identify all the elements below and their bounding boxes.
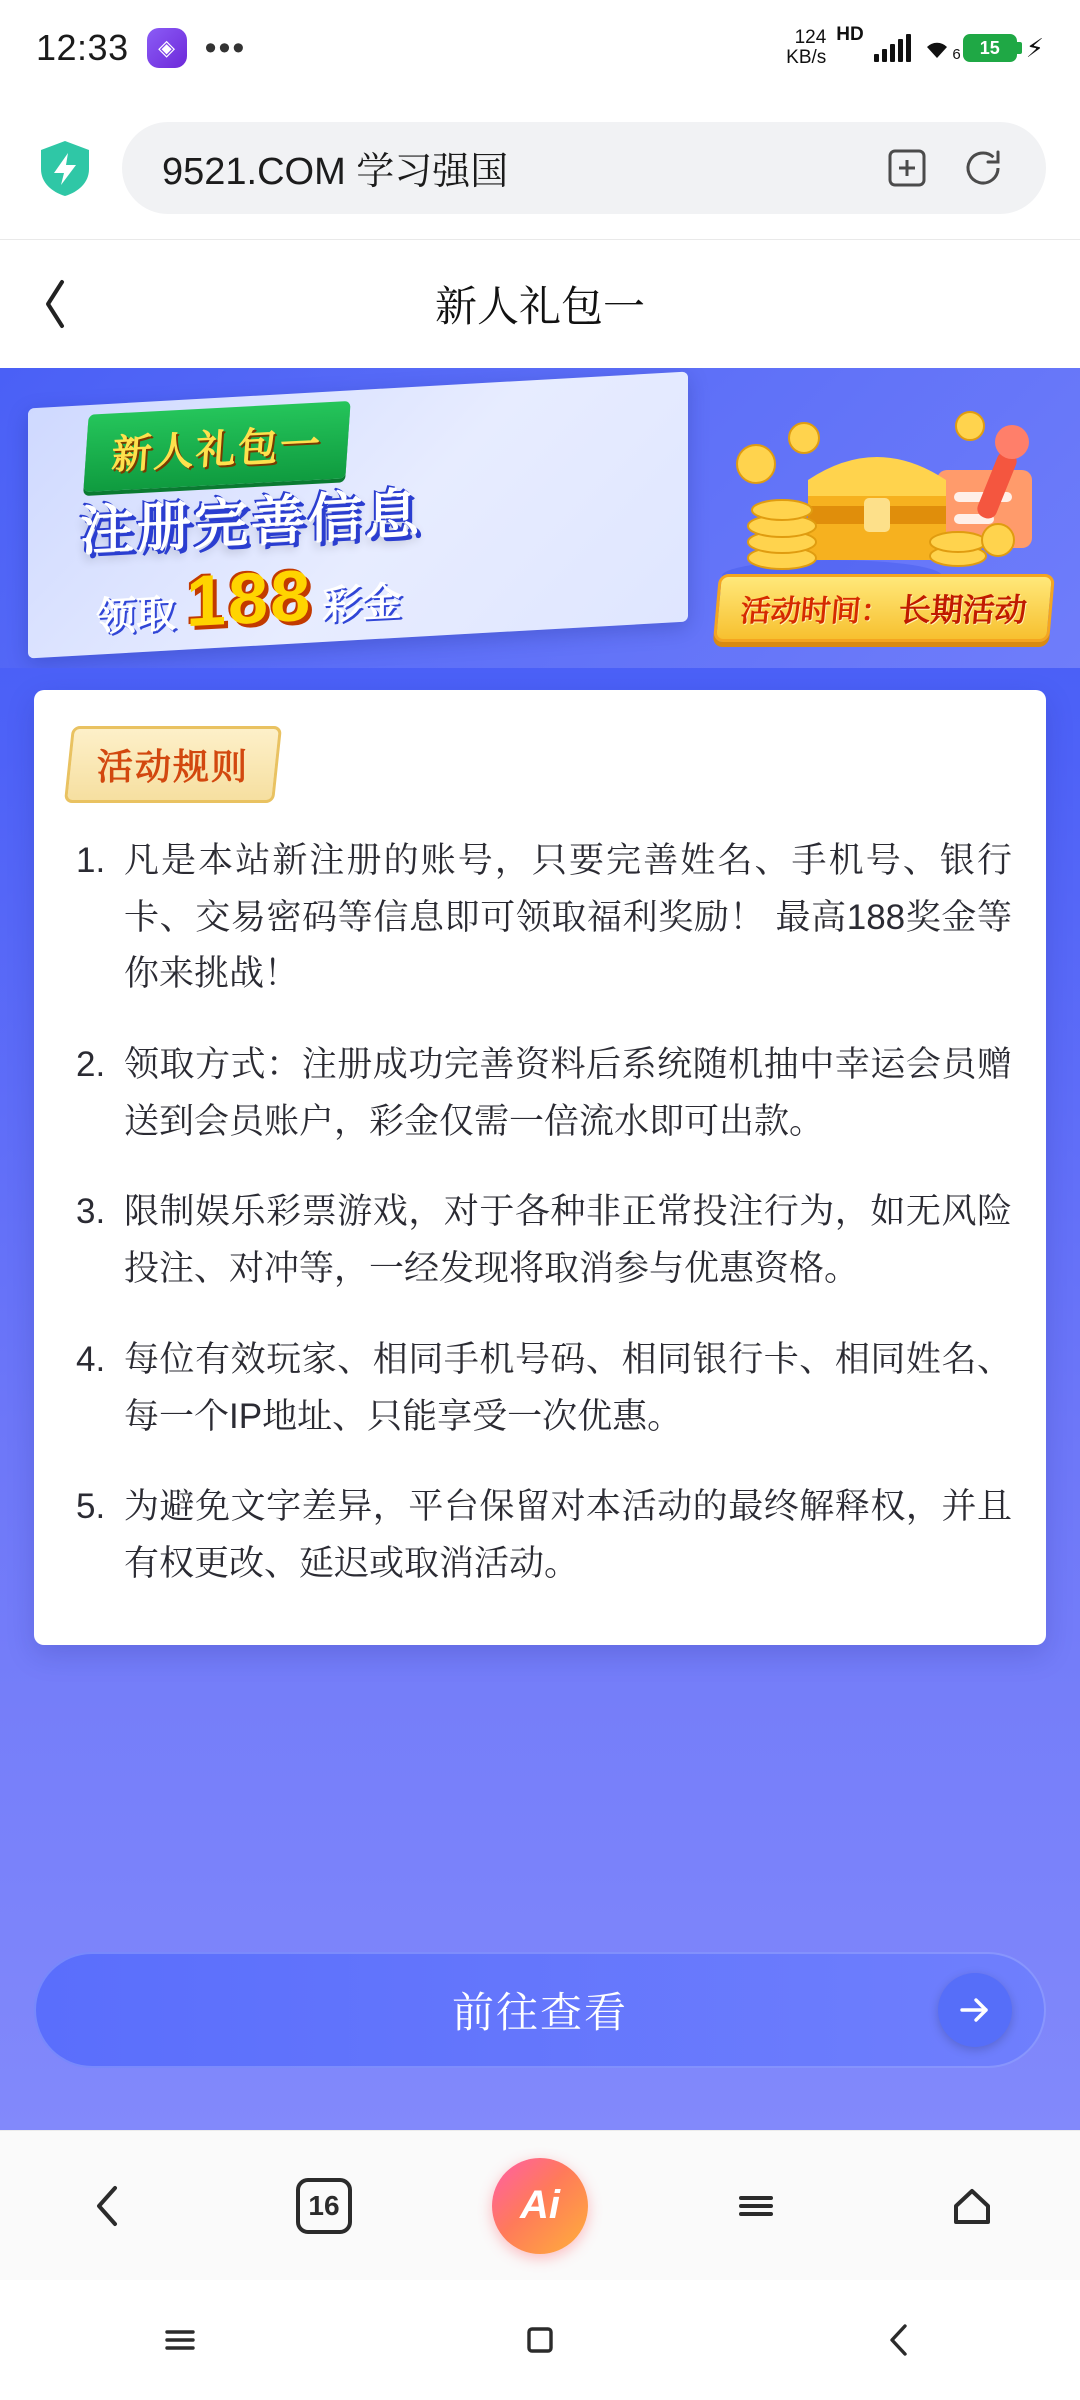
battery-level: 15	[963, 34, 1017, 62]
activity-time-label: 活动时间：	[739, 595, 893, 628]
activity-time-value: 长期活动	[897, 592, 1029, 628]
wifi-icon	[921, 35, 961, 63]
signal-bars-icon	[874, 34, 911, 62]
page-content	[0, 368, 1080, 2130]
tabs-count: 16	[296, 2178, 352, 2234]
ai-assistant-label: Ai	[492, 2158, 588, 2254]
status-bar-right	[786, 24, 1044, 68]
treasure-chest-coins-icon	[712, 380, 1042, 600]
rules-list	[68, 833, 1012, 1593]
browser-toolbar	[0, 2130, 1080, 2280]
rules-card	[34, 690, 1046, 1645]
browser-back-button[interactable]	[33, 2131, 183, 2280]
go-view-button-label: 前往查看	[451, 1989, 628, 2036]
shield-app-icon: ◈	[147, 28, 187, 68]
browser-address-bar	[0, 96, 1080, 240]
promo-banner	[0, 368, 1080, 668]
ai-assistant-button[interactable]	[465, 2131, 615, 2280]
page-header	[0, 240, 1080, 368]
banner-sub-suffix: 彩金	[322, 579, 403, 629]
refresh-icon[interactable]	[960, 145, 1006, 191]
banner-sub-label: 领取	[96, 591, 176, 641]
system-navigation-bar	[0, 2280, 1080, 2400]
charging-bolt-icon: ⚡	[1025, 32, 1044, 63]
activity-time-ribbon	[713, 574, 1055, 642]
arrow-right-icon	[938, 1973, 1012, 2047]
add-bookmark-icon[interactable]	[884, 145, 930, 191]
banner-amount: 188	[186, 555, 313, 643]
list-item: 领取方式：注册成功完善资料后系统随机抽中幸运会员赠送到会员账户，彩金仅需一倍流水即可出款。	[124, 1045, 1012, 1141]
hamburger-menu-icon[interactable]	[681, 2131, 831, 2280]
network-speed-value: 124	[794, 27, 827, 49]
rules-title-badge	[64, 726, 282, 803]
page-title: 新人礼包一	[434, 283, 645, 330]
shield-security-icon[interactable]	[34, 137, 96, 199]
home-icon[interactable]	[897, 2131, 1047, 2280]
back-icon[interactable]	[800, 2280, 1000, 2400]
cta-container	[0, 1952, 1080, 2068]
list-item: 每位有效玩家、相同手机号码、相同银行卡、相同姓名、每一个IP地址、只能享受一次优惠。	[124, 1339, 1012, 1436]
home-square-icon[interactable]	[440, 2280, 640, 2400]
status-bar-left	[36, 27, 246, 69]
recents-icon[interactable]	[80, 2280, 280, 2400]
network-speed-unit: KB/s	[786, 47, 827, 68]
status-bar	[0, 0, 1080, 96]
list-item: 凡是本站新注册的账号，只要完善姓名、手机号、银行卡、交易密码等信息即可领取福利奖励！ 最高188奖金等你来挑战！	[124, 841, 1012, 994]
banner-tag-label: 新人礼包一	[110, 422, 324, 478]
url-text[interactable]: 9521.COM 学习强国	[162, 151, 509, 193]
rules-title: 活动规则	[97, 746, 250, 787]
go-view-button[interactable]	[34, 1952, 1046, 2068]
status-time: 12:33	[36, 27, 129, 68]
banner-subline	[96, 550, 402, 648]
battery-indicator	[963, 33, 1044, 64]
url-bar[interactable]	[122, 122, 1046, 214]
list-item: 为避免文字差异，平台保留对本活动的最终解释权，并且有权更改、延迟或取消活动。	[124, 1487, 1012, 1583]
battery-tip	[1017, 42, 1022, 54]
banner-headline: 注册完善信息	[80, 484, 422, 562]
browser-tabs-button[interactable]	[249, 2131, 399, 2280]
wifi-generation-label: 6	[952, 46, 961, 63]
network-speed	[786, 28, 826, 67]
list-item: 限制娱乐彩票游戏，对于各种非正常投注行为，如无风险投注、对冲等，一经发现将取消参与优惠资格。	[124, 1192, 1012, 1289]
more-dots-icon: •••	[204, 29, 247, 67]
hd-badge: HD	[836, 24, 864, 46]
